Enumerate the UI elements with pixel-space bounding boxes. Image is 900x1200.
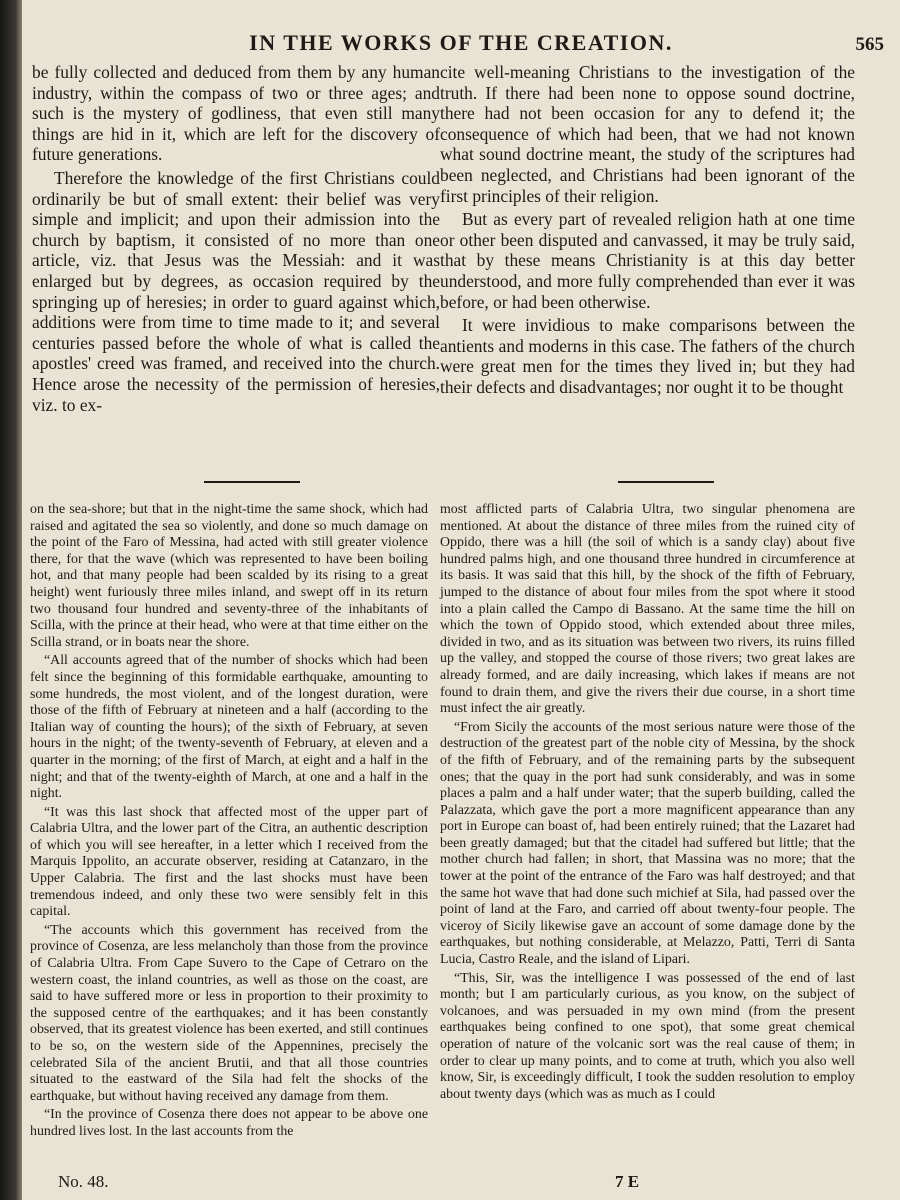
issue-number: No. 48. [58,1172,109,1191]
section-divider [204,481,300,483]
paragraph: on the sea-shore; but that in the night-time the same shock, which had raised and agitated the sea so violently, and done so much damage on the point of the Faro of Messina, had acted with still greater violence there, for that the wave (which was represented to have been boiling hot, and that many people had been scalded by its rising to a great height) went furiously three miles inland, and swept off in its return two thousand four hundred and seventy-three of the inhabitants of Scilla, with the prince at their head, who were at that time either on the Scilla strand, or in boats near the shore. [30,502,428,650]
paragraph: most afflicted parts of Calabria Ultra, two singular phenomena are mentioned. At about the distance of three miles from the ruined city of Oppido, there was a hill (the soil of which is a sandy clay) about five hundred palms high, and one thousand three hundred in circumference at its basis. It was said that this hill, by the shock of the fifth of February, jumped to the distance of about four miles from the spot where it stood into a plain called the Campo di Bassano. At the same time the hill on which the town of Oppido stood, which extended about three miles, divided in two, and as its situation was between two rivers, its ruins filled up the valley, and stopped the course of those rivers; two great lakes are already formed, and are daily increasing, which lakes if means are not found to drain them, and give the rivers their due course, in a short time must infect the air greatly. [440,502,855,717]
page-number: 565 [855,34,884,55]
signature-mark: 7 E [615,1172,640,1191]
section-divider [618,481,714,483]
upper-left-column [32,62,440,415]
paragraph: “From Sicily the accounts of the most serious nature were those of the destruction of the greatest part of the noble city of Messina, by the shock of the fifth of February, and of the remaining parts by the subsequent ones; that the quay in the port had sunk considerably, and was in some places a palm and a half under water; that the superb building, called the Palazzata, which gave the port a more magnificent appearance than any port in Europe can boast of, had been entirely ruined; that the Lazaret had been greatly damaged; but that the citadel had suffered but little; that the mother church had fallen; in short, that Massina was no more; that the tower at the point of the entrance of the Faro was half destroyed; and that the same hot wave that had done such michief at Sila, had passed over the point of land at the Faro, and carried off about twenty-four people. The viceroy of Sicily likewise gave an account of some damage done by the earthquakes, but nothing considerable, at Melazzo, Patti, Terri di Santa Lucia, Castro Reale, and the island of Lipari. [440,719,855,968]
book-page [22,0,900,1200]
paragraph: “It was this last shock that affected most of the upper part of Calabria Ultra, and the lower part of the Citra, an authentic description of which you will see hereafter, in a letter which I received from the Marquis Ippolito, an accurate observer, residing at Catanzaro, in the Upper Calabria. The first and the last shocks must have been tremendous indeed, and only these two were sensibly felt in this capital. [30,804,428,920]
paragraph: “The accounts which this government has received from the province of Cosenza, are less melancholy than those from the province of Calabria Ultra. From Cape Suvero to the Cape of Cetraro on the western coast, the inland countries, as well as those on the coast, are said to have suffered more or less in proportion to their proximity to the supposed centre of the earthquakes; and it has been constantly observed, that its greatest violence has been exerted, and still continues to be so, on the western side of the Appennines, precisely the celebrated Sila of the ancient Brutii, and that all those countries situated to the eastward of the Sila had felt the shocks of the earthquake, but without having received any damage from them. [30,922,428,1104]
book-gutter [0,0,22,1200]
lower-left-column [30,502,428,1141]
paragraph: “In the province of Cosenza there does not appear to be above one hundred lives lost. In the last accounts from the [30,1107,428,1139]
paragraph: It were invidious to make comparisons between the antients and moderns in this case. The fathers of the church were great men for the times they lived in; but they had their defects and disadvantages; nor ought it to be thought [440,315,855,397]
paragraph: be fully collected and deduced from them by any human industry, within the compass of two or three ages; and such is the mystery of godliness, that even still many things are hid in it, which are left for the discovery of future generations. [32,62,440,165]
lower-right-column [440,502,855,1103]
paragraph: “This, Sir, was the intelligence I was possessed of the end of last month; but I am particularly curious, as you know, on the subject of volcanoes, and was persuaded in my own mind (from the present earthquakes being confined to one spot), that some great chemical operation of nature of the volcanic sort was the real cause of them; in order to clear up many points, and to come at truth, which you also well know, Sir, is exceedingly difficult, I took the sudden resolution to employ about twenty days (which was as much as I could [440,970,855,1102]
paragraph: But as every part of revealed religion hath at one time or other been disputed and canvassed, it may be truly said, that by these means Christianity is at this day better understood, and more fully comprehended than ever it was before, or had been otherwise. [440,209,855,312]
running-title: IN THE WORKS OF THE CREATION. [249,30,673,55]
paragraph: cite well-meaning Christians to the investigation of the truth. If there had been none to oppose sound doctrine, there had not been occasion for any to defend it; the consequence of which had been, that we had not known what sound doctrine meant, the study of the scriptures had been neglected, and Christians had been ignorant of the first principles of their religion. [440,62,855,206]
upper-right-column [440,62,855,398]
paragraph: “All accounts agreed that of the number of shocks which had been felt since the beginning of this formidable earthquake, amounting to some hundreds, the most violent, and of the longest duration, were those of the fifth of February at nineteen and a half (according to the Italian way of counting the hours); of the sixth of February, at seven hours in the night; of the twenty-seventh of February, at eleven and a quarter in the morning; of the first of March, at eight and a half in the night; and that of the twenty-eighth of March, at one and a half in the night. [30,653,428,802]
paragraph: Therefore the knowledge of the first Christians could ordinarily be but of small extent: their belief was very simple and implicit; and upon their admission into the church by baptism, it consisted of no more than one article, viz. that Jesus was the Messiah: and it was enlarged but by degrees, as occasion required by the springing up of heresies; in order to guard against which, additions were from time to time made to it; and several centuries passed before the whole of what is called the apostles' creed was framed, and received into the church. Hence arose the necessity of the permission of heresies, viz. to ex- [32,167,440,415]
